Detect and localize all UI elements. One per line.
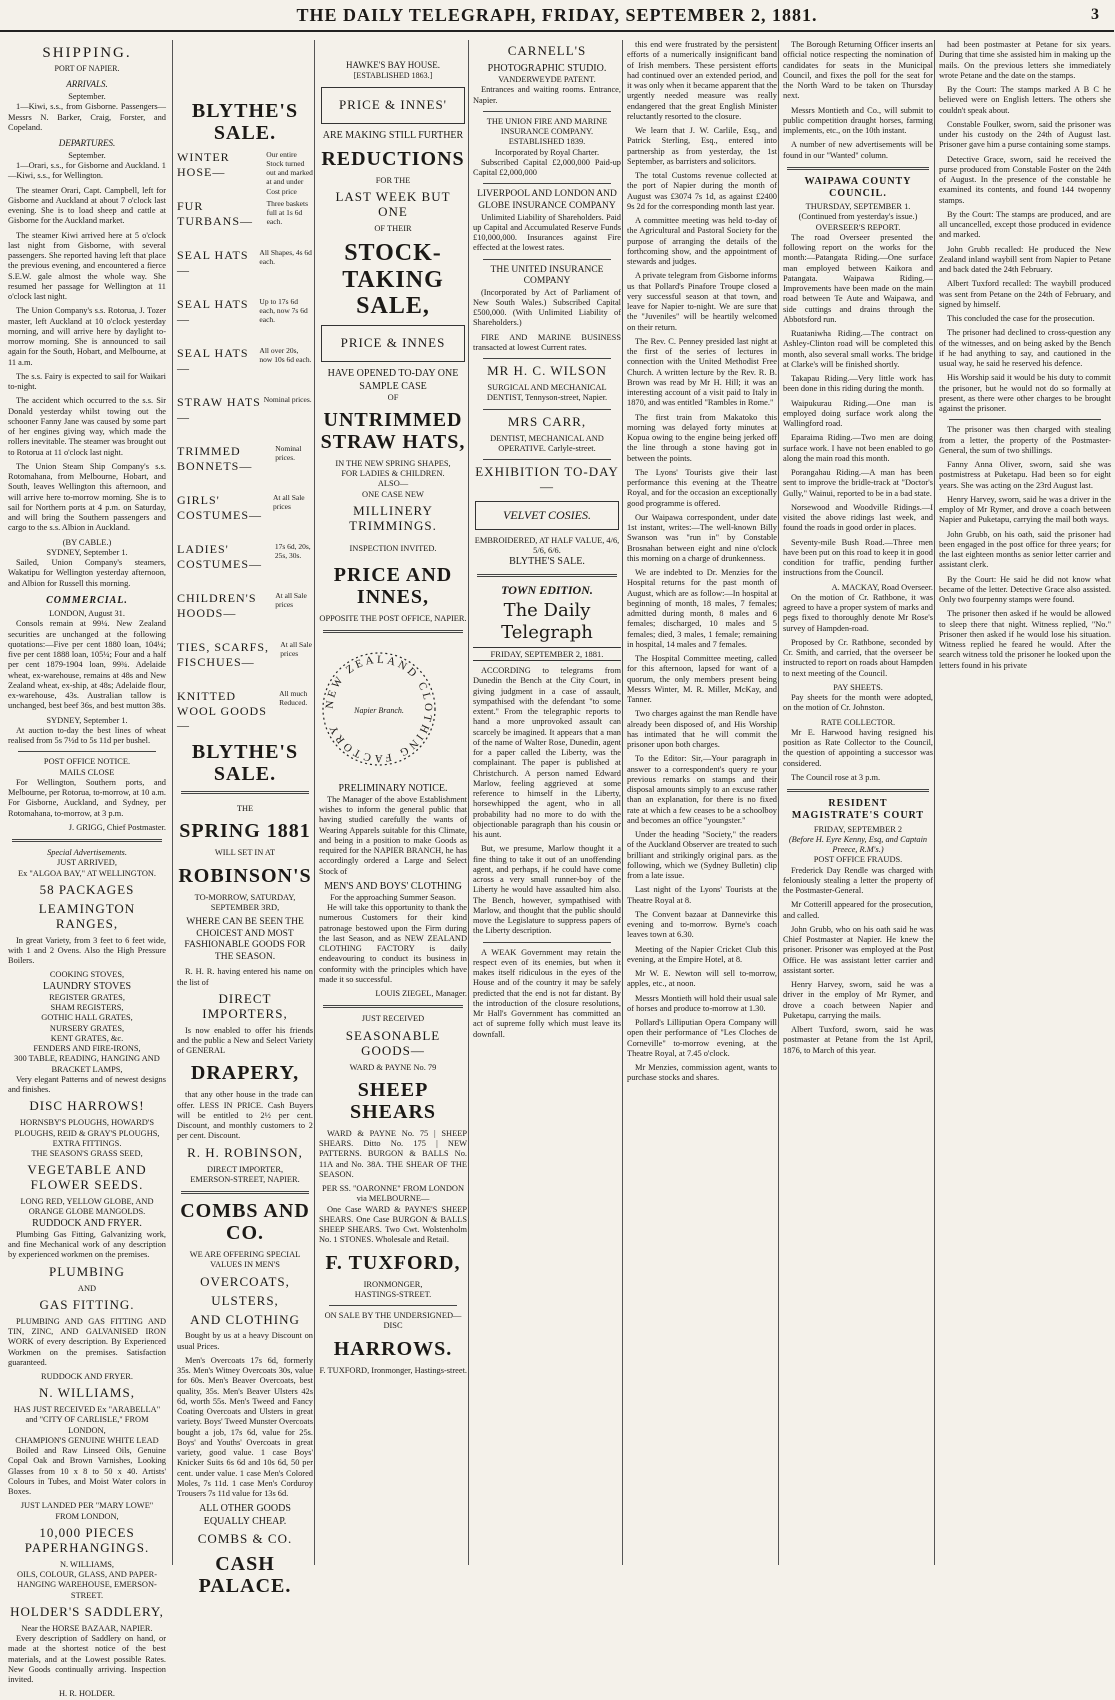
news-paragraph: The Rev. C. Penney presided last night at the first of the series of lectures in connection with the United Methodist Free Church. A written lecture by the Rev. R. B. Brown was read by Mr H. Hill; it was an interesting account of a visit paid to Italy in 1870, and was entitled "Rambles in Rome."	[627, 336, 777, 408]
commercial-heading: COMMERCIAL.	[46, 594, 128, 606]
ward-text: WARD & PAYNE No. 75 | SHEEP SHEARS. Ditto No. 175 | NEW PATTERNS. BURGON & BALLS No. 11A and No. 38A. THE SHEAR OF THE SEASON.	[319, 1128, 467, 1179]
shipping-heading: SHIPPING.	[42, 45, 132, 61]
fire-marine-text: FIRE AND MARINE BUSINESS transacted at lowest Current rates.	[473, 332, 621, 352]
ploughs: HORNSBY'S PLOUGHS, HOWARD'S PLOUGHS, REID & GRAY'S PLOUGHS, EXTRA FITTINGS.	[14, 1118, 160, 1148]
news-paragraph: Pollard's Lilliputian Opera Company will open their performance of "Les Cloches de Corneville" to-morrow evening, at the Theatre Royal, at 7.45 o'clock.	[627, 1018, 777, 1058]
news-paragraph: Mr W. E. Newton will sell to-morrow, apples, etc., at noon.	[627, 969, 777, 989]
established: [ESTABLISHED 1863.]	[353, 70, 433, 80]
divider	[181, 1191, 309, 1194]
direct-importer: DIRECT IMPORTER,	[206, 1164, 284, 1174]
cooking-stoves: COOKING STOVES,	[49, 970, 125, 980]
fenders: FENDERS AND FIRE-IRONS,	[33, 1044, 141, 1054]
sydney-text: Sailed, Union Company's steamers, Wakatipu for Wellington yesterday afternoon, and Albion for Russell this morning.	[8, 558, 166, 588]
news-paragraph: Two charges against the man Rendle have already been disposed of, and His Worship has intimated that he will commit the prisoner upon both charges.	[627, 709, 777, 749]
pay-sheets-heading: PAY SHEETS.	[833, 682, 883, 692]
mangolds: LONG RED, YELLOW GLOBE, AND ORANGE GLOBE MANGOLDS.	[20, 1197, 154, 1217]
n-williams: N. WILLIAMS,	[39, 1385, 135, 1401]
sale-item	[177, 542, 313, 588]
post-office-heading: POST OFFICE NOTICE.	[43, 757, 131, 767]
news-paragraph: A number of new advertisements will be found in our "Wanted" column.	[783, 140, 933, 160]
blythes-sale-heading: BLYTHE'S SALE.	[191, 100, 299, 144]
plumbing-text: PLUMBING AND GAS FITTING AND TIN, ZINC, AND GALVANISED IRON WORK of every description. By Experienced Workmen on the premises. Satisfaction guaranteed.	[8, 1316, 166, 1367]
champion-lead: CHAMPION'S GENUINE WHITE LEAD	[15, 1435, 159, 1445]
sale-item-label: SEAL HATS—	[177, 297, 249, 326]
overseer-signature: A. MACKAY, Road Overseer.	[831, 582, 933, 592]
manager-signature: LOUIS ZIEGEL, Manager.	[375, 989, 467, 999]
tomorrow: TO-MORROW, SATURDAY, SEPTEMBER 3RD,	[194, 892, 296, 912]
direct-importers: DIRECT IMPORTERS,	[202, 990, 288, 1021]
court-paragraph: By the Court: The stamps are produced, and are all uncancelled, except those produced in evidence and marked.	[939, 209, 1111, 240]
just-arrived: JUST ARRIVED,	[57, 858, 117, 868]
divider	[483, 358, 611, 359]
shipping-paragraph: The Union Company's s.s. Rotorua, J. Tozer master, left Auckland at 10 o'clock yesterday morning, and will arrive here by daylight to-morrow morning. She is announced to sail again for the South, Hobart, and Melbourne, at 11 a.m.	[8, 306, 166, 367]
sale-item-price: Nominal prices.	[263, 395, 312, 404]
inspection-invited: INSPECTION INVITED.	[349, 543, 437, 553]
blythes-sale-list	[177, 150, 313, 735]
sale-item	[177, 395, 313, 441]
sale-item-label: SEAL HATS—	[177, 248, 249, 277]
prices-text: Men's Overcoats 17s 6d, formerly 35s. Men's Witney Overcoats 30s, value for 60s. Men's Beaver Overcoats, best quality, 35s. Men's Beaver Ulsters 42s 6d, worth 55s. Men's Tweed and Fancy Coating Overcoats and Ulsters in great variety. Boys' Tweed Munster Overcoats bought a job, 17s 6d, value for 25s. Boys' and Youths' Overcoats in great variety, good value. 1 case Boys' Knicker Suits 6s 6d and 10s 6d, 50 per cent. under value. 1 case Men's Colored Moles, 7s 11d. 1 case Men's Corduroy Trousers 7s 11d value for 13s 6d.	[177, 1355, 313, 1499]
united-text: (Incorporated by Act of Parliament of New South Wales.) Subscribed Capital £500,000. (With Unlimited Liability of Shareholders.)	[473, 287, 621, 328]
commercial-text-2: At auction to-day the best lines of wheat realised from 5s 7½d to 5s 11d per bushel.	[8, 725, 166, 746]
the-label: THE	[236, 804, 254, 813]
court-paragraph: John Grubb recalled: He produced the New Zealand inland waybill sent from Napier to Petane and back dated the 24th February.	[939, 244, 1111, 274]
mens-boys-clothing: MEN'S AND BOYS' CLOTHING	[324, 880, 462, 892]
wilson-dentist: SURGICAL AND MECHANICAL DENTIST, Tennyson-street, Napier.	[486, 383, 608, 403]
holder-signature: H. R. HOLDER.	[58, 1689, 116, 1699]
price-innes-box	[321, 87, 465, 124]
price-and-innes: PRICE AND INNES,	[333, 564, 453, 609]
post-office-frauds: POST OFFICE FRAUDS.	[813, 855, 903, 865]
last-week: LAST WEEK BUT ONE	[335, 189, 451, 220]
special-ads-heading: Special Advertisements.	[47, 848, 127, 858]
court-paragraph: had been postmaster at Petane for six years. During that time she assisted him in making up the mails. On the previous letters she immediately wrote Petane and the date on the stamps.	[939, 40, 1111, 80]
gasfitting-heading: GAS FITTING.	[39, 1296, 135, 1312]
column-1	[8, 40, 170, 1699]
of-their: OF THEIR	[374, 223, 412, 233]
report-paragraph: Porangahau Riding.—A man has been sent to improve the bridle-track at "Doctor's Gully," Wainui, reported to be in a bad state.	[783, 468, 933, 498]
sale-item	[177, 591, 313, 637]
sale-item-price: All much Reduced.	[279, 689, 308, 708]
sale-item-label: STRAW HATS—	[177, 395, 261, 424]
direct-text: Is now enabled to offer his friends and the public a New and Select Variety of GENERAL	[177, 1025, 313, 1056]
port-heading: PORT OF NAPIER.	[54, 64, 120, 74]
sale-item-price: 17s 6d, 20s, 25s, 30s.	[274, 542, 311, 561]
news-paragraph: this end were frustrated by the persistent efforts of a numerically insignificant band of Irish members. These persistent efforts had continued over an extended period, and it was only when it became apparent that the urgently needed measure was really endangered that the great English Minister reluctantly resorted to the closure.	[627, 40, 777, 121]
lamps: 300 TABLE, READING, HANGING AND BRACKET LAMPS,	[14, 1054, 160, 1074]
sale-item-price: At all Sale prices	[272, 493, 305, 512]
spring-1881: SPRING 1881	[179, 820, 311, 843]
paperhangings: 10,000 PIECES PAPERHANGINGS.	[24, 1524, 150, 1555]
report-paragraph: Takapau Riding.—Very little work has been done in this riding during the month.	[783, 374, 933, 394]
patent: VANDERWEYDE PATENT.	[498, 75, 596, 85]
court-paragraph: His Worship said it would be his duty to commit the prisoner, but he would not do so formally at present, as there were other charges to be brought against the prisoner.	[939, 373, 1111, 413]
sale-item	[177, 444, 313, 490]
sale-item-price: All Shapes, 4s 6d each.	[259, 248, 312, 267]
news-paragraph: A committee meeting was held to-day of the Agricultural and Pastoral Society for the purpose of arranging the details of the forthcoming show, and the appointment of stewards and judges.	[627, 216, 777, 266]
and-label: AND	[77, 1283, 97, 1293]
algoa-bay: Ex "ALGOA BAY," AT WELLINGTON.	[17, 868, 157, 878]
gothic-grates: GOTHIC HALL GRATES,	[41, 1013, 133, 1023]
daily-telegraph-title: The Daily Telegraph	[501, 599, 593, 643]
court-paragraph: Albert Tuxford, sworn, said he was postmaster at Petane from the 1st April, 1876, to March of this year.	[783, 1025, 933, 1055]
divider	[483, 111, 611, 112]
ladies-children: FOR LADIES & CHILDREN.	[341, 469, 445, 479]
news-paragraph: Under the heading "Society," the readers of the Auckland Observer are treated to such brilliant and strikingly original pars. as the following, which we (Sydney Bulletin) clip from a late issue.	[627, 830, 777, 880]
grass-seed: THE SEASON'S GRASS SEED,	[31, 1149, 143, 1159]
arrivals-heading: ARRIVALS.	[66, 79, 108, 90]
blythes-sale-heading-2: BLYTHE'S SALE.	[191, 741, 299, 785]
editorial-paragraph: ACCORDING to telegrams from Dunedin the Bench at the City Court, in giving judgment in a case of assault, sympathised with the defendant "to some extent." From the telegraphic reports to hand a more unprovoked assault can scarcely be imagined. It appears that a man of the name of Walter Rose, Dunedin, agent for a paper called the Liberty, was the complainant. The paper is published at Christchurch. A person named Edward Marlow, feeling aggrieved at some reference to himself in the Liberty, horsewhipped the agent, who in all probability had no more to do with the objectionable paragraph than his cousin or his aunt.	[473, 666, 621, 840]
court-paragraph: Constable Foulker, sworn, said the prisoner was under his custody on the 24th of August last. Prisoner gave him a purse containing some stamps.	[939, 119, 1111, 150]
emerson-street: EMERSON-STREET, NAPIER.	[190, 1174, 300, 1184]
news-paragraph: The Lyons' Tourists give their last performance this evening at the Theatre Royal, and for the occasion an exceptionally good programme is offered.	[627, 467, 777, 508]
divider	[949, 419, 1101, 420]
report-paragraph: The Council rose at 3 p.m.	[791, 772, 881, 782]
shipping-paragraph: The Union Steam Ship Company's s.s. Rotomahana, from Melbourne, Hobart, and South, leaves Wellington this afternoon, and will arrive here to-morrow morning. She is to sail for Northern ports at 4 p.m. on Saturday, and will bring the Southern passengers and cargo to the s.s. Albion in Auckland.	[8, 461, 166, 533]
overseer-report-heading: OVERSEER'S REPORT.	[815, 222, 901, 232]
shipping-paragraph: The steamer Orari, Capt. Campbell, left for Gisborne and Auckland at about 7 o'clock last evening. She is to load sheep and cattle at Gisborne for the Auckland market.	[8, 185, 166, 226]
arrivals-date: September.	[68, 92, 106, 102]
nursery-grates: NURSERY GRATES,	[49, 1023, 125, 1033]
plumbing-heading: PLUMBING	[49, 1263, 125, 1279]
news-paragraph: We are indebted to Dr. Menzies for the Hospital returns for the past month of August, which are as follow:—In hospital at beginning of month, 18 males, 7 females; admitted during month, 8 males and 6 females; discharged, 10 males and 5 females; died, 3 males, 1 female; remaining in hospital, 14 males and 7 females.	[627, 568, 777, 649]
sale-item	[177, 199, 313, 245]
sydney-dateline-2: SYDNEY, September 1.	[46, 715, 128, 725]
rm-before: (Before H. Eyre Kenny, Esq, and Captain Preece, R.M's.)	[788, 834, 928, 854]
court-paragraph: The prisoner then asked if he would be allowed to sleep there that night. Witness replied, "No." Prisoner then asked if he would lose his situation. Witness replied he feared he would. After the search witness told the prisoner he looked upon the letters found in his private	[939, 609, 1111, 670]
sale-item-label: TRIMMED BONNETS—	[177, 444, 253, 473]
ruddock-fryer: RUDDOCK AND FRYER.	[32, 1217, 142, 1229]
liverpool-insurance: LIVERPOOL AND LONDON AND GLOBE INSURANCE COMPANY	[477, 189, 617, 211]
combs-and-co: COMBS AND CO.	[180, 1200, 310, 1245]
court-paragraph: Albert Tuxford recalled: The waybill produced was sent from Petane on the 24th of February, and signed by himself.	[939, 279, 1111, 309]
court-paragraph: Detective Grace, sworn, said he received the purse produced from Constable Foster on the 24th of August. In the presence of the constable he examined its contents, and found 144 twopenny stamps.	[939, 154, 1111, 205]
blythes-sale: BLYTHE'S SALE.	[509, 556, 585, 568]
court-paragraph: Fanny Anna Oliver, sworn, said she was postmistress at Puketapu. Had been so for eight years. She was acting on the 23rd August last.	[939, 460, 1111, 490]
editorial-paragraph: But, we presume, Marlow thought it a fine thing to take it out of an unoffending agent, and perhaps, if he could have come across a very small runner-boy of the Liberty he would have assaulted him also. The Bench, however, sympathised with Marlow, and thought that the public should move the Legislature to suppress papers of the Liberty description.	[473, 844, 621, 936]
sale-item	[177, 640, 313, 686]
union-insurance: THE UNION FIRE AND MARINE INSURANCE COMPANY.	[486, 116, 608, 137]
divider	[477, 574, 617, 577]
court-paragraph: By the Court: The stamps marked A B C he believed were on English letters. The others she couldn't speak about.	[939, 85, 1111, 115]
shipping-paragraph: The s.s. Fairy is expected to sail for Waikari to-night.	[8, 371, 166, 392]
carr-text: DENTIST, MECHANICAL AND OPERATIVE. Carlyle-street.	[490, 433, 604, 453]
n-williams-2: N. WILLIAMS,	[59, 1559, 115, 1569]
opposite-post-office: OPPOSITE THE POST OFFICE, NAPIER.	[319, 614, 467, 624]
news-paragraph: Messrs Montieth and Co., will submit to public competition draught horses, farming implements, etc., on the 10th instant.	[783, 105, 933, 135]
column-3	[314, 40, 471, 1565]
millinery-trimmings: MILLINERY TRIMMINGS.	[349, 502, 437, 533]
news-paragraph: Meeting of the Napier Cricket Club this evening, at the Empire Hotel, at 8.	[627, 944, 777, 964]
disc-label: DISC	[383, 1321, 403, 1331]
court-paragraph: This concluded the case for the prosecution.	[947, 314, 1095, 323]
sale-item-price: At all Sale prices	[280, 640, 312, 659]
just-received: JUST RECEIVED	[361, 1014, 425, 1024]
combs-and-co-2: COMBS & CO.	[197, 1530, 293, 1546]
ward-payne: WARD & PAYNE No. 79	[349, 1062, 437, 1072]
news-paragraph: A private telegram from Gisborne informs us that Pollard's Pinafore Troupe closed a very successful season at that town, and leave for Napier to-night. We are sure that the "Juveniles" will be heartily welcomed on their return.	[627, 271, 777, 332]
royal-charter: Incorporated by Royal Charter.	[494, 147, 600, 157]
cable-label: (BY CABLE.)	[62, 537, 112, 547]
divider	[483, 259, 611, 260]
seasonable-goods: SEASONABLE GOODS—	[345, 1027, 441, 1058]
hc-wilson: MR H. C. WILSON	[487, 363, 607, 379]
sale-item-label: FUR TURBANS—	[177, 199, 254, 228]
mrs-carr: MRS CARR,	[507, 413, 587, 429]
liverpool-text: Unlimited Liability of Shareholders. Paid up Capital and Accumulated Reserve Funds £10,000,000. Insurances against Fire effected at the lowest rates.	[473, 212, 621, 253]
departures-date: September.	[68, 150, 106, 160]
leamington-ranges: LEAMINGTON RANGES,	[38, 900, 136, 931]
news-paragraph: Last night of the Lyons' Tourists at the Theatre Royal at 8.	[627, 885, 777, 905]
preliminary-notice: PRELIMINARY NOTICE.	[338, 782, 448, 794]
champion-text: Boiled and Raw Linseed Oils, Genuine Copal Oak and Brown Varnishes, Looking Glasses from 10 x 8 to 50 x 40. Artists' Colours in Tubes, and Moist Water colors in Boxes.	[8, 1446, 166, 1497]
sale-item-label: WINTER HOSE—	[177, 150, 230, 179]
column-6	[778, 40, 937, 1565]
sheep-shears: SHEEP SHEARS	[349, 1078, 437, 1123]
court-paragraph: Henry Harvey, sworn, said he was a driver in the employ of Mr Rymer, and drove a coach between Napier and Puketapu, carrying the mail both ways.	[939, 494, 1111, 525]
preliminary-text: The Manager of the above Establishment wishes to inform the general public that having studied carefully the wants of Wearing Apparels suitable for this Climate, and being in a position to make Goods as required for the NAPIER BRANCH, he has accordingly ordered a Large and Select Stock of	[319, 794, 467, 876]
arrivals-text: 1—Kiwi, s.s., from Gisborne. Passengers—Messrs N. Barker, Craig, Forster, and Copeland.	[8, 102, 166, 132]
plumbing-intro: Plumbing Gas Fitting, Galvanizing work, and fine Mechanical work of any description by experienced workmen on the premises.	[8, 1229, 166, 1260]
drapery: DRAPERY,	[190, 1062, 300, 1085]
report-paragraph: Ruataniwha Riding.—The contract on Ashley-Clinton road will be completed this month, also several small works. The bridge at Clarke's will be finished shortly.	[783, 329, 933, 369]
divider	[323, 630, 463, 633]
report-paragraph: Mr E. Harwood having resigned his position as Rate Collector to the Council, the question of appointing a successor was considered.	[783, 727, 933, 768]
court-paragraph: Henry Harvey, sworn, said he was a driver in the employ of Mr Rymer, and drove a coach between Napier and Puketapu, carrying the mails.	[783, 980, 933, 1020]
sale-item-price: At all Sale prices	[275, 591, 307, 610]
divider	[323, 1005, 463, 1008]
divider	[483, 183, 611, 184]
column-5	[622, 40, 781, 1565]
column-4	[468, 40, 625, 1565]
divider	[787, 789, 929, 792]
per-ship: PER SS. "OARONNE" FROM LONDON via MELBOURNE—	[321, 1184, 465, 1204]
hastings-street: HASTINGS-STREET.	[354, 1289, 432, 1299]
news-paragraph: The Borough Returning Officer inserts an official notice respecting the nomination of candidates for seats in the Municipal Council, and fixes the poll for the seat for the North Ward to be taken on Thursday next.	[783, 40, 933, 101]
divider	[329, 1305, 457, 1306]
capital-text: Subscribed Capital £2,000,000 Paid-up Capital £2,000,000	[473, 157, 621, 178]
disc-harrows: DISC HARROWS!	[29, 1098, 145, 1114]
sale-item	[177, 248, 313, 294]
news-paragraph: The first train from Makatoko this morning was delayed forty minutes at Kopua owing to the engine being jerked off the line through a stone having got in between the points.	[627, 412, 777, 463]
sale-item-label: SEAL HATS—	[177, 346, 249, 375]
seal-center-text: Napier Branch.	[354, 706, 404, 716]
seal-ring-text: NEW ZEALAND CLOTHING FACTORY	[323, 654, 435, 765]
ulsters: ULSTERS,	[211, 1292, 279, 1308]
sale-item-label: TIES, SCARFS, FISCHUES—	[177, 640, 270, 669]
court-paragraph: Frederick Day Rendle was charged with feloniously stealing a letter the property of the Postmaster-General.	[783, 865, 933, 895]
holder-saddlery: HOLDER'S SADDLERY,	[10, 1603, 164, 1619]
price-innes-2: PRICE & INNES	[340, 335, 446, 351]
leamington-text: In great Variety, from 3 feet to 6 feet wide, with 1 and 2 Ovens. Also the High Pressure Boilers.	[8, 935, 166, 966]
continued-note: (Continued from yesterday's issue.)	[798, 212, 918, 222]
report-paragraph: Seventy-mile Bush Road.—Three men have been put on this road to keep it in good condition for traffic, pending further instructions from the Council.	[783, 537, 933, 578]
divider	[12, 839, 162, 842]
for-the: FOR THE	[375, 175, 411, 185]
united-insurance: THE UNITED INSURANCE COMPANY	[490, 264, 604, 287]
shipping-paragraph: The accident which occurred to the s.s. Sir Donald yesterday whilst towing out the schooner Fanny Jane was caused by some part of her engines giving way, which made the rollers inevitable. The steamer was brought out to Rotorua at 11 o'clock last night.	[8, 396, 166, 457]
oils-warehouse: OILS, COLOUR, GLASS, AND PAPER-HANGING WAREHOUSE, EMERSON-STREET.	[17, 1570, 157, 1600]
mails-close-heading: MAILS CLOSE	[59, 767, 115, 777]
williams-text: HAS JUST RECEIVED Ex "ARABELLA" and "CITY OF CARLISLE," FROM LONDON,	[13, 1405, 161, 1435]
tuxford-signature: F. TUXFORD, Ironmonger, Hastings-street.	[319, 1365, 467, 1375]
rhr-text: R. H. R. having entered his name on the list of	[177, 967, 313, 987]
sale-item-price: Nominal prices.	[275, 444, 302, 463]
sale-item-price: Our entire Stock turned out and marked at and under Cost price	[266, 150, 313, 196]
spring-shapes: IN THE NEW SPRING SHAPES,	[335, 458, 451, 468]
news-paragraph: The Hospital Committee meeting, called for this afternoon, lapsed for want of a quorum, the only members present being Messrs Winter, M. R. Miller, McKay, and Tanner.	[627, 654, 777, 704]
news-paragraph: Mr Menzies, commission agent, wants to purchase stocks and shares.	[627, 1063, 777, 1083]
of-label: OF	[387, 392, 399, 402]
waipawa-date: THURSDAY, SEPTEMBER 1.	[805, 202, 911, 212]
choicest-goods: WHERE CAN BE SEEN THE CHOICEST AND MOST FASHIONABLE GOODS FOR THE SEASON.	[184, 917, 306, 962]
sale-item-label: GIRLS' COSTUMES—	[177, 493, 263, 522]
divider	[483, 942, 611, 943]
price-innes: PRICE & INNES'	[338, 96, 448, 112]
making-further: ARE MAKING STILL FURTHER	[322, 129, 464, 141]
exhibition-today: EXHIBITION TO-DAY—	[475, 464, 619, 494]
court-paragraph: John Grubb, on his oath, said the prisoner had been engaged in the post office for three years; for the last eighteen months as senior letter carrier and assistant clerk.	[939, 529, 1111, 570]
overcoats: OVERCOATS,	[200, 1273, 290, 1289]
all-other-goods: ALL OTHER GOODS EQUALLY CHEAP.	[199, 1503, 291, 1527]
report-paragraph: Pay sheets for the month were adopted, on the motion of Cr. Johnston.	[783, 693, 933, 713]
harrows: HARROWS.	[333, 1337, 453, 1360]
sale-item-price: Three baskets full at 1s 6d each.	[266, 199, 309, 227]
hawkes-bay-house: HAWKE'S BAY HOUSE.	[346, 60, 440, 70]
sale-item-label: CHILDREN'S HOODS—	[177, 591, 257, 620]
report-paragraph: On the motion of Cr. Rathbone, it was agreed to have a proper system of marks and pegs fixed to thoroughly denote Mr Rose's survey of Hampden-road.	[783, 592, 933, 633]
divider	[483, 459, 611, 460]
court-paragraph: Mr Cotterill appeared for the prosecution, and called.	[783, 900, 933, 920]
sale-item-price: All over 20s, now 10s 6d each.	[259, 346, 312, 365]
holder-text: Every description of Saddlery on hand, or made at the shortest notice of the best materials, and at the Lowest possible Rates. New Goods continually arriving. Inspection invited.	[8, 1634, 166, 1685]
special-values: WE ARE OFFERING SPECIAL VALUES IN MEN'S	[189, 1250, 301, 1270]
drapery-text: that any other house in the trade can offer. LESS IN PRICE. Cash Buyers will be entitled to 2½ per cent. Discount, and monthly customers to 2 per cent. Discount.	[177, 1090, 313, 1141]
divider	[181, 791, 309, 794]
shipping-paragraph: The steamer Kiwi arrived here at 5 o'clock last night from Gisborne, with several passengers. She reported having left that place the previous evening, and encountered a fierce S.E.W. gale almost the whole way. She resumed her passage for Wellington at 11 o'clock last night.	[8, 230, 166, 302]
mary-lowe: JUST LANDED PER "MARY LOWE" FROM LONDON,	[20, 1501, 154, 1521]
reductions: REDUCTIONS	[321, 147, 465, 170]
opened-today: HAVE OPENED TO-DAY ONE SAMPLE CASE	[327, 368, 459, 392]
laundry-stoves: LAUNDRY STOVES	[42, 980, 132, 992]
rm-date: FRIDAY, SEPTEMBER 2	[813, 824, 903, 834]
court-paragraph: John Grubb, who on his oath said he was Chief Postmaster at Napier. He knew the prisoner. Prisoner was employed at the Post Office. He was assistant letter carrier and assistant sorter.	[783, 924, 933, 975]
report-paragraph: Eparaima Riding.—Two men are doing surface work. I have not been enabled to go along the main road this month.	[783, 433, 933, 463]
sale-item-price: Up to 17s 6d each, now 7s 6d each.	[259, 297, 308, 325]
sale-item	[177, 689, 313, 735]
will-set-in: WILL SET IN AT	[214, 848, 276, 858]
page-number: 3	[1091, 6, 1100, 23]
per-ship-text: One Case WARD & PAYNE'S SHEEP SHEARS. One Case BURGON & BALLS SHEEP SHEARS. Two Cwt. Wolstenholm No. 1 STONES. Wholesale and Retail.	[319, 1204, 467, 1245]
report-paragraph: The road Overseer presented the following report on the works for the month:—Patangata Riding.—One surface man employed between Kaikora and Patangata. Waipawa Riding.—Improvements have been made on the main road between Te Aute and Waipawa, and side cuttings and drains through the Abbotsford run.	[783, 232, 933, 324]
f-tuxford: F. TUXFORD,	[325, 1251, 461, 1274]
summer-season: For the approaching Summer Season.	[330, 892, 456, 902]
bought-text: Bought by us at a heavy Discount on usual Prices.	[177, 1331, 313, 1351]
clothing-factory-seal	[319, 649, 439, 769]
preliminary-text-2: He will take this opportunity to thank the numerous Customers for their kind patronage bestowed upon the Firm during the last Season, and as NEW ZEALAND CLOTHING FACTORY is daily endeavouring to conduct its business in conformity with the principles which have made it so successful.	[319, 903, 467, 984]
stocktaking-sale: STOCK-TAKING SALE,	[342, 240, 444, 319]
court-paragraph: By the Court: He said he did not know what became of the letter. Detective Grace also assisted. Only two fourpenny stamps were found.	[939, 574, 1111, 604]
sale-item	[177, 493, 313, 539]
rh-robinson: R. H. ROBINSON,	[187, 1144, 303, 1160]
kent-grates: KENT GRATES, &c.	[50, 1033, 124, 1043]
rm-court-heading: RESIDENT MAGISTRATE'S COURT	[791, 798, 925, 822]
also-label: ALSO—	[377, 479, 409, 489]
divider	[483, 409, 611, 410]
column-2	[172, 40, 317, 1597]
masthead-title: THE DAILY TELEGRAPH, FRIDAY, SEPTEMBER 2, 1881.	[296, 5, 818, 25]
editorial-paragraph: A WEAK Government may retain the respect even of its enemies, but when it makes itself ridiculous in the eyes of the House and of the country it may be safely predicted that the end is not far distant. By the introduction of the closure resolutions, Mr Hall's Government has committed an act of supreme folly which must leave its downfall.	[473, 947, 621, 1039]
vegetable-seeds: VEGETABLE AND FLOWER SEEDS.	[27, 1162, 147, 1193]
sale-item-label: KNITTED WOOL GOODS—	[177, 689, 267, 733]
one-case: ONE CASE NEW	[362, 489, 424, 499]
velvet-cosies: VELVET COSIES.	[475, 501, 619, 530]
town-edition: TOWN EDITION.	[501, 583, 593, 598]
mails-signature: J. GRIGG, Chief Postmaster.	[68, 822, 166, 832]
divider	[787, 167, 929, 170]
departures-text: 1—Orari, s.s., for Gisborne and Auckland. 1—Kiwi, s.s., for Wellington.	[8, 161, 166, 181]
edition-date: FRIDAY, SEPTEMBER 2, 1881.	[473, 647, 621, 661]
court-paragraph: The prisoner was then charged with stealing from a letter, the property of the Postmaster-General, the sum of two shillings.	[939, 425, 1111, 455]
masthead	[0, 0, 1114, 32]
register-grates: REGISTER GRATES,	[49, 992, 125, 1002]
photographic-studio: PHOTOGRAPHIC STUDIO.	[487, 62, 607, 74]
departures-heading: DEPARTURES.	[58, 138, 116, 149]
untrimmed-straw-hats: UNTRIMMED STRAW HATS,	[320, 408, 466, 453]
lamps-text: Very elegant Patterns and of newest designs and finishes.	[8, 1074, 166, 1095]
news-paragraph: The total Customs revenue collected at the port of Napier during the month of August was £3074 7s 1d, as against £2400 9s 2d for the corresponding month last year.	[627, 171, 777, 211]
mails-text: For Wellington, Southern ports, and Melbourne, per Rotorua, to-morrow, at 10 a.m. For Gisborne, Auckland, and Sydney, per Rotomahana, to-morrow, at 3 p.m.	[8, 777, 166, 818]
holder-location: Near the HORSE BAZAAR, NAPIER.	[21, 1623, 153, 1633]
ruddock-fryer-2: RUDDOCK AND FRYER.	[41, 1372, 133, 1382]
sydney-dateline: SYDNEY, September 1.	[46, 547, 128, 557]
report-paragraph: Norsewood and Woodville Ridings.—I visited the above ridings last week, and found the roads in good order in places.	[783, 502, 933, 533]
cash-palace: CASH PALACE.	[198, 1552, 292, 1597]
packages: 58 PACKAGES	[39, 881, 135, 897]
embroidered: EMBROIDERED, AT HALF VALUE, 4/6, 5/6, 6/6.	[474, 535, 620, 555]
news-paragraph: The Convent bazaar at Dannevirke this evening and to-morrow. Byrne's coach leaves town at 6.30.	[627, 909, 777, 940]
news-paragraph: Our Waipawa correspondent, under date 1st instant, writes:—The well-known Billy Swanson was "run in" by Constable Brosnahan between eight and nine o'clock this morning on a charge of drunkenness.	[627, 512, 777, 563]
sale-item	[177, 297, 313, 343]
news-paragraph: Messrs Montieth will hold their usual sale of horses and produce to-morrow at 1.30.	[627, 993, 777, 1013]
court-paragraph: The prisoner had declined to cross-question any of the witnesses, and on being asked by the Bench if he had anything to say, and cautioned in the usual way, he said he reserved his defence.	[939, 328, 1111, 368]
commercial-text: Consols remain at 99¼. New Zealand securities are unchanged at the following quotations:—Five per cent 1880 loan, 104¼; five per cent 1888 loan, 105¼; Four and a half per cent 1879-1904 loan, 99¾. Adelaide wheat, ex-warehouse, remains at 48s and New Zealand wheat, ex-ship, at 48s; Adelaide flour, ex-warehouse, 43s. Australian tallow is unchanged, best beef 36s, and best mutton 38s.	[8, 619, 166, 711]
union-established: ESTABLISHED 1839.	[508, 137, 586, 147]
ironmonger: IRONMONGER,	[363, 1279, 423, 1289]
clothing: AND CLOTHING	[190, 1311, 300, 1327]
sale-item	[177, 150, 313, 196]
carnells: CARNELL'S	[507, 43, 587, 58]
robinsons: ROBINSON'S	[178, 864, 312, 887]
sale-item	[177, 346, 313, 392]
divider	[18, 751, 156, 752]
report-paragraph: Proposed by Cr. Rathbone, seconded by Cr. Smith, and carried, that the overseer be instructed to report on roads about Hampden to next meeting of the Council.	[783, 637, 933, 678]
london-dateline: LONDON, August 31.	[49, 609, 125, 619]
news-paragraph: To the Editor: Sir,—Your paragraph in answer to a correspondent's query re your previous remarks on stamps and their disposal amounts simply to an excuse rather than an explanation, for there is no fixed rate at which a few ceases to be a schoolboy and becomes an office "youngster."	[627, 754, 777, 825]
sale-item-label: LADIES' COSTUMES—	[177, 542, 263, 571]
news-paragraph: We learn that J. W. Carlile, Esq., and Patrick Sterling, Esq., entered into partnership as from yesterday, the 1st September, as barristers and solicitors.	[627, 126, 777, 166]
rate-collector-heading: RATE COLLECTOR.	[820, 717, 896, 727]
on-sale: ON SALE BY THE UNDERSIGNED—	[324, 1311, 462, 1321]
waipawa-council-heading: WAIPAWA COUNTY COUNCIL.	[804, 175, 912, 199]
sham-registers: SHAM REGISTERS,	[50, 1003, 124, 1013]
column-7	[934, 40, 1115, 1565]
carnell-text: Entrances and waiting rooms. Entrance, Napier.	[473, 85, 621, 105]
price-innes-box-2	[321, 325, 465, 362]
report-paragraph: Waipukurau Riding.—One man is employed doing surface work along the Wallingford road.	[783, 398, 933, 429]
